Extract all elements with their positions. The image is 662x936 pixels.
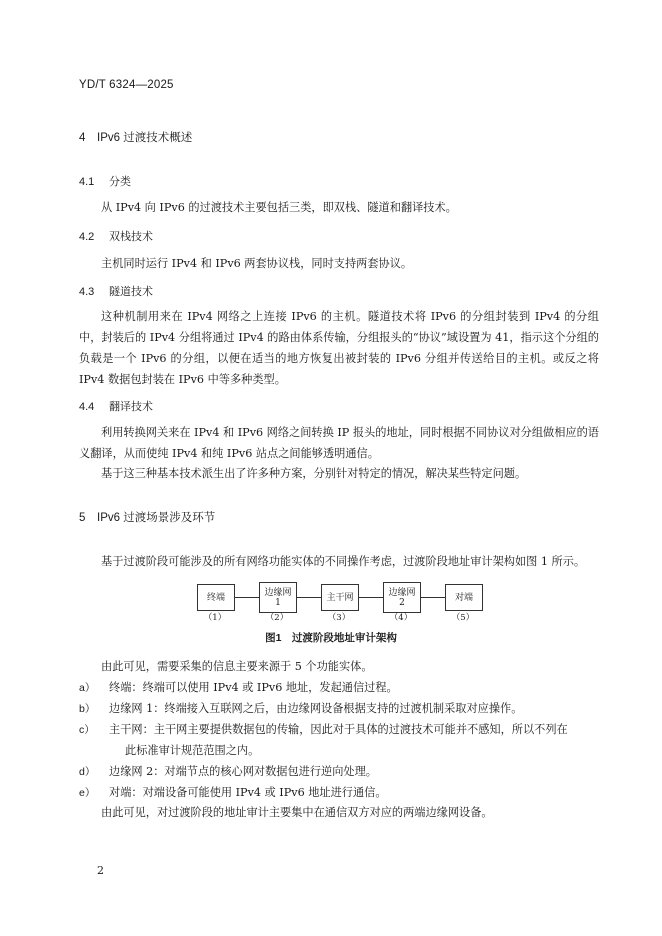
section-5-heading xyxy=(79,509,215,525)
box-terminal: 终端 xyxy=(197,584,235,611)
standard-number: YD/T 6324—2025 xyxy=(79,79,174,91)
section-4-1-body: 从 IPv4 向 IPv6 的过渡技术主要包括三类，即双栈、隧道和翻译技术。 xyxy=(101,201,457,214)
list-item-b: b） 边缘网 1：终端接入互联网之后，由边缘网设备根据支持的过渡机制采取对应操作。 xyxy=(79,702,523,715)
section-4-number: 4 xyxy=(79,132,86,144)
section-4-3-title: 隧道技术 xyxy=(109,286,153,298)
list-item-c: c） 主干网：主干网主要提供数据包的传输，因此对于具体的过渡技术可能并不感知，所以不列在 xyxy=(79,723,568,736)
section-4-4-number: 4.4 xyxy=(79,401,95,413)
section-5-title: IPv6 过渡场景涉及环节 xyxy=(97,512,216,524)
section-5-conclusion: 由此可见，对过渡阶段的地址审计主要集中在通信双方对应的两端边缘网设备。 xyxy=(101,806,493,819)
box-backbone-network: 主干网 xyxy=(321,584,359,611)
link-2-3 xyxy=(297,597,321,598)
section-4-4-body-1: 利用转换网关来在 IPv4 和 IPv6 网络之间转换 IP 报头的地址，同时根据不同协议对分组做相应的语义翻译，从而使纯 IPv4 和纯 IPv6 站点之间能够透明通信。 xyxy=(79,426,599,460)
list-item-d: d） 边缘网 2：对端节点的核心网对数据包进行逆向处理。 xyxy=(79,765,377,778)
box-peer: 对端 xyxy=(445,584,483,611)
label-1: （1） xyxy=(203,613,227,623)
box-edge-network-1: 边缘网 1 xyxy=(259,582,297,613)
link-1-2 xyxy=(235,597,259,598)
figure-1-caption: 图1 过渡阶段地址审计架构 xyxy=(265,632,397,644)
section-4-3-number: 4.3 xyxy=(79,286,95,298)
section-4-3-heading xyxy=(79,283,153,299)
section-4-3-body: 这种机制用来在 IPv4 网络之上连接 IPv6 的主机。隧道技术将 IPv6 的分组封装到 IPv4 的分组中，封装后的 IPv4 分组将通过 IPv4 的路由体系传输，分组报头的“协议”域设置为 41，指示这个分组的负载是一个 IPv6 的分组，以便在适当的地方恢复出被封装的 IPv6 分组并传送给目的主机。或反之将 IPv4 数据包封装在 IPv6 中等多种类型。 xyxy=(79,310,599,386)
section-4-title: IPv6 过渡技术概述 xyxy=(97,132,193,144)
section-4-2-number: 4.2 xyxy=(79,231,95,243)
section-4-1-number: 4.1 xyxy=(79,176,95,188)
list-item-a: a） 终端：终端可以使用 IPv4 或 IPv6 地址，发起通信过程。 xyxy=(79,681,398,694)
label-4: （4） xyxy=(389,613,413,623)
link-4-5 xyxy=(421,597,445,598)
section-4-1-heading xyxy=(79,173,131,189)
list-item-c-continued: 此标准审计规范范围之内。 xyxy=(125,744,260,757)
section-4-4-title: 翻译技术 xyxy=(109,401,153,413)
section-4-4-heading xyxy=(79,398,153,414)
section-4-2-title: 双栈技术 xyxy=(109,231,153,243)
section-4-2-heading xyxy=(79,228,153,244)
label-2: （2） xyxy=(265,613,289,623)
label-5: （5） xyxy=(451,613,475,623)
section-5-lead: 由此可见，需要采集的信息主要来源于 5 个功能实体。 xyxy=(101,660,373,673)
page-number: 2 xyxy=(97,864,104,877)
section-4-4-body-2: 基于这三种基本技术派生出了许多种方案，分别针对特定的情况，解决某些特定问题。 xyxy=(101,467,527,480)
section-5-number: 5 xyxy=(79,512,86,524)
section-4-2-body: 主机同时运行 IPv4 和 IPv6 两套协议栈，同时支持两套协议。 xyxy=(101,257,413,270)
section-5-intro: 基于过渡阶段可能涉及的所有网络功能实体的不同操作考虑，过渡阶段地址审计架构如图 1 所示。 xyxy=(101,555,586,568)
link-3-4 xyxy=(359,597,383,598)
label-3: （3） xyxy=(327,613,351,623)
box-edge-network-2: 边缘网 2 xyxy=(383,582,421,613)
section-4-1-title: 分类 xyxy=(109,176,131,188)
list-item-e: e） 对端：对端设备可能使用 IPv4 或 IPv6 地址进行通信。 xyxy=(79,786,387,799)
section-4-heading xyxy=(79,129,192,145)
